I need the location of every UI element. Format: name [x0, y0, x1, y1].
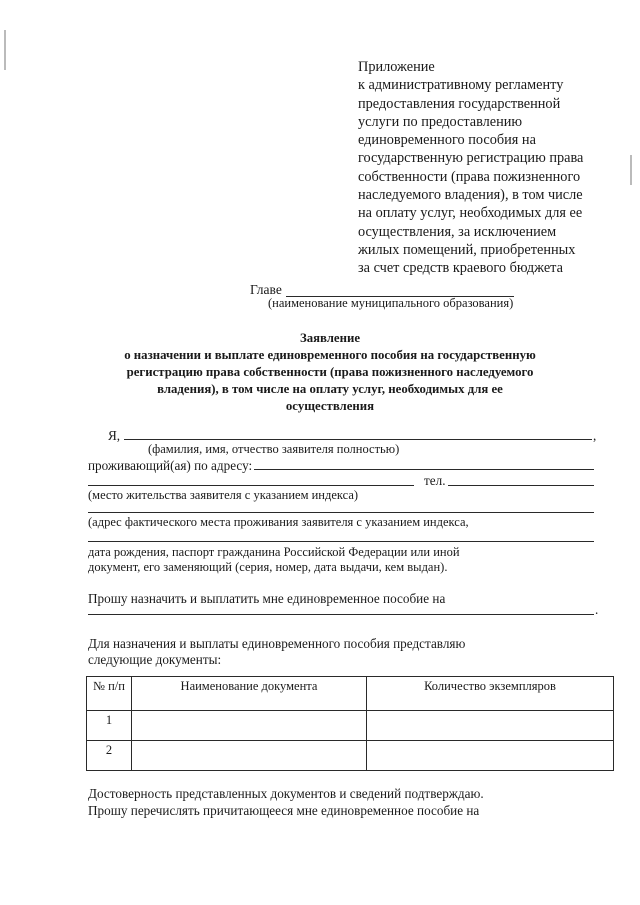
- appendix-line: государственную регистрацию права: [358, 150, 584, 167]
- actual-address-caption: (адрес фактического места проживания заявителя с указанием индекса,: [88, 515, 469, 529]
- scan-edge-mark: [630, 155, 632, 185]
- appendix-line: наследуемого владения), в том числе: [358, 187, 583, 204]
- column-header-count: Количество экземпляров: [367, 677, 614, 711]
- tel-field[interactable]: [448, 485, 594, 486]
- actual-address-field[interactable]: [88, 512, 594, 513]
- appendix-block: [358, 58, 618, 278]
- confirmation-text: Достоверность представленных документов и сведений подтверждаю.: [88, 786, 484, 801]
- cell-count[interactable]: [367, 741, 614, 771]
- appendix-line: жилых помещений, приобретенных: [358, 241, 576, 258]
- cell-count[interactable]: [367, 711, 614, 741]
- table-row: [87, 741, 614, 771]
- table-header-row: [87, 677, 614, 711]
- appendix-line: предоставления государственной: [358, 95, 561, 112]
- fio-comma: ,: [593, 428, 597, 443]
- tel-label: тел.: [424, 473, 446, 488]
- residing-label: проживающий(ая) по адресу:: [88, 458, 253, 473]
- appendix-line: за счет средств краевого бюджета: [358, 260, 563, 277]
- appendix-line: Приложение: [358, 59, 435, 75]
- table-row: [87, 711, 614, 741]
- request-period: .: [595, 602, 599, 617]
- appendix-line: услуги по предоставлению: [358, 113, 523, 130]
- i-label: Я,: [108, 428, 121, 443]
- birth-passport-field[interactable]: [88, 541, 594, 542]
- appendix-line: осуществления, за исключением: [358, 223, 557, 240]
- residence-caption: (место жительства заявителя с указанием индекса): [88, 488, 359, 502]
- cell-name[interactable]: [132, 711, 367, 741]
- cell-name[interactable]: [132, 741, 367, 771]
- statement-title-line: регистрацию права собственности (права пожизненного наследуемого: [126, 365, 534, 379]
- cell-num: 1: [87, 711, 132, 741]
- column-header-name: Наименование документа: [132, 677, 367, 711]
- statement-title: [100, 330, 560, 415]
- appendix-line: единовременного пособия на: [358, 132, 536, 149]
- cell-num: 2: [87, 741, 132, 771]
- statement-title-line: осуществления: [285, 399, 375, 413]
- transfer-text: Прошу перечислять причитающееся мне единовременное пособие на: [88, 803, 480, 818]
- statement-title-line: владения), в том числе на оплату услуг, необходимых для ее: [157, 382, 503, 396]
- docs-intro: Для назначения и выплаты единовременного пособия представляю: [88, 636, 466, 651]
- residence-address-field[interactable]: [254, 469, 594, 470]
- fio-field[interactable]: [124, 439, 592, 440]
- request-field[interactable]: [88, 614, 594, 615]
- fio-caption: (фамилия, имя, отчество заявителя полностью): [148, 442, 400, 456]
- scan-edge-mark: [4, 30, 6, 70]
- statement-title-line: о назначении и выплате единовременного пособия на государственную: [124, 348, 536, 362]
- addressee-caption: (наименование муниципального образования): [268, 296, 514, 310]
- statement-heading: Заявление: [299, 331, 361, 345]
- request-text: Прошу назначить и выплатить мне единовременное пособие на: [88, 591, 446, 606]
- column-header-num: № п/п: [87, 677, 132, 711]
- addressee-label: Главе: [250, 282, 282, 297]
- residence-address-field-2[interactable]: [88, 485, 414, 486]
- birth-passport-caption-2: документ, его заменяющий (серия, номер, дата выдачи, кем выдан).: [88, 560, 448, 574]
- docs-intro-2: следующие документы:: [88, 652, 222, 667]
- birth-passport-caption: дата рождения, паспорт гражданина Российской Федерации или иной: [88, 545, 460, 559]
- documents-table: [86, 676, 614, 771]
- appendix-line: к административному регламенту: [358, 77, 564, 94]
- appendix-line: собственности (права пожизненного: [358, 168, 581, 185]
- appendix-line: на оплату услуг, необходимых для ее: [358, 205, 583, 222]
